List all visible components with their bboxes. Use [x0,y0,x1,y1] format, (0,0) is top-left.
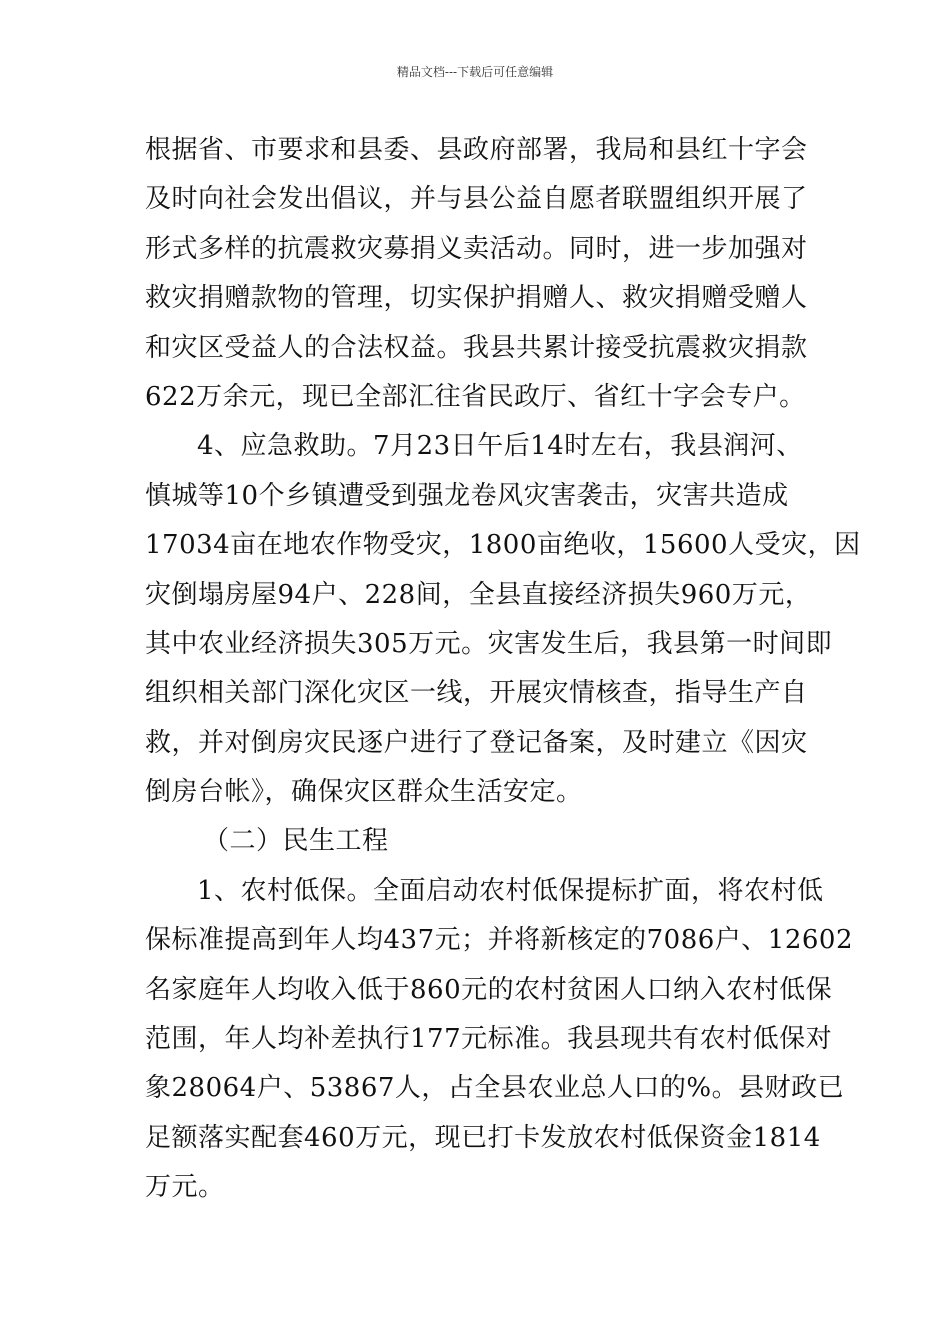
text-line: 足额落实配套460万元，现已打卡发放农村低保资金1814 [145,1122,821,1153]
text-line: 其中农业经济损失305万元。灾害发生后，我县第一时间即 [145,628,833,659]
text-line: 组织相关部门深化灾区一线，开展灾情核查，指导生产自 [145,678,808,709]
document-body [145,126,861,1213]
text-line: 根据省、市要求和县委、县政府部署，我局和县红十字会 [145,135,808,165]
text-line: 灾倒塌房屋94户、228间，全县直接经济损失960万元， [145,579,812,610]
text-line: 慎城等10个乡镇遭受到强龙卷风灾害袭击，灾害共造成 [145,480,789,511]
text-line: 及时向社会发出倡议，并与县公益自愿者联盟组织开展了 [145,184,808,215]
text-line: 救灾捐赠款物的管理，切实保护捐赠人、救灾捐赠受赠人 [145,283,808,314]
text-line: 倒房台帐》，确保灾区群众生活安定。 [145,777,583,808]
paragraph-start-rural-subsistence: 1、农村低保。全面启动农村低保提标扩面，将农村低 [197,875,824,906]
paragraph-start-emergency-relief: 4、应急救助。7月23日午后14时左右，我县润河、 [197,431,803,462]
text-line: 622万余元，现已全部汇往省民政厅、省红十字会专户。 [145,381,806,412]
text-line: 17034亩在地农作物受灾，1800亩绝收，15600人受灾，因 [145,530,861,561]
page-header: 精品文档---下载后可任意编辑 [396,65,554,79]
text-line: 保标准提高到年人均437元；并将新核定的7086户、12602 [145,925,854,956]
text-line: 和灾区受益人的合法权益。我县共累计接受抗震救灾捐款 [145,332,808,363]
text-line: 名家庭年人均收入低于860元的农村贫困人口纳入农村低保 [145,974,833,1005]
text-line: 形式多样的抗震救灾募捐义卖活动。同时，进一步加强对 [145,233,808,264]
section-heading: （二）民生工程 [203,826,389,857]
text-line: 象28064户、53867人，占全县农业总人口的%。县财政已 [145,1073,845,1104]
text-line: 万元。 [145,1172,225,1203]
text-line: 范围，年人均补差执行177元标准。我县现共有农村低保对 [145,1024,833,1055]
text-line: 救，并对倒房灾民逐户进行了登记备案，及时建立《因灾 [145,727,808,758]
